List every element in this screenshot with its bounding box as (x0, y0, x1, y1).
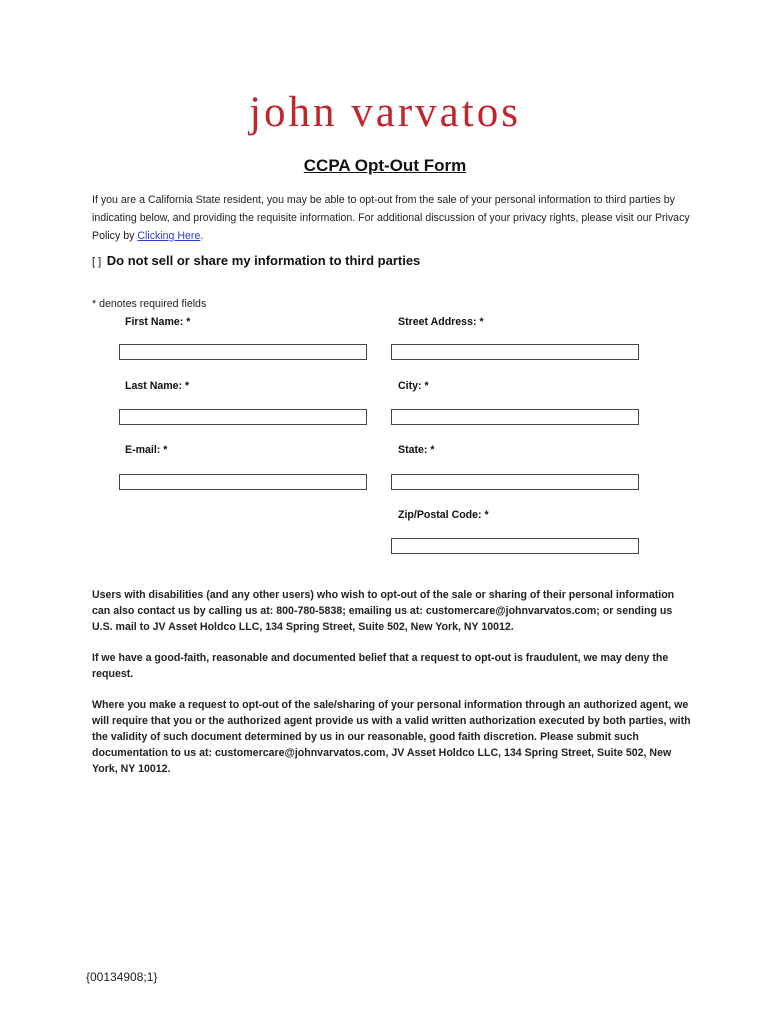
document-id: {00134908;1} (86, 970, 158, 984)
first-name-label: First Name: * (125, 316, 191, 328)
intro-paragraph (92, 191, 692, 245)
intro-text: If you are a California State resident, you may be able to opt-out from the sale of your personal information to third parties by indicating below, and providing the requisite information. For additional discussion of your privacy rights, please visit our Privacy Policy by (92, 194, 690, 242)
email-input[interactable] (119, 474, 367, 490)
zip-code-input[interactable] (391, 538, 639, 554)
optout-label: Do not sell or share my information to third parties (106, 253, 421, 268)
city-label: City: * (398, 380, 429, 392)
accessibility-notice: Users with disabilities (and any other users) who wish to opt-out of the sale or sharing of their personal information can also contact us by calling us at: 800-780-5838; emailing us at: customercare@johnvarvatos.com; or sending us U.S. mail to JV Asset Holdco LLC, 134 Spring Street, Suite 502, New York, NY 10012. (92, 589, 675, 633)
street-address-input[interactable] (391, 344, 639, 360)
optout-option[interactable] (92, 253, 692, 268)
first-name-input[interactable] (119, 344, 367, 360)
fraud-notice: If we have a good-faith, reasonable and documented belief that a request to opt-out is fraudulent, we may deny the request. (92, 652, 669, 680)
email-label: E-mail: * (125, 444, 168, 456)
last-name-label: Last Name: * (125, 380, 190, 392)
brand-logo: john varvatos (249, 89, 521, 136)
required-fields-note: * denotes required fields (92, 298, 207, 310)
last-name-input[interactable] (119, 409, 367, 425)
authorized-agent-notice: Where you make a request to opt-out of the sale/sharing of your personal information through an authorized agent, we will require that you or the authorized agent provide us with a valid written authorization executed by both parties, with the validity of such document determined by us in our reasonable, good faith discretion. Please submit such documentation to us at: customercare@johnvarvatos.com, JV Asset Holdco LLC, 134 Spring Street, Suite 502, New York, NY 10012. (92, 699, 691, 775)
street-address-label: Street Address: * (398, 316, 484, 328)
form-title: CCPA Opt-Out Form (303, 156, 467, 175)
state-input[interactable] (391, 474, 639, 490)
state-label: State: * (398, 444, 435, 456)
privacy-policy-link[interactable]: Clicking Here (137, 230, 201, 242)
intro-end: . (200, 230, 204, 242)
optout-checkbox[interactable]: [ ] (92, 256, 102, 268)
city-input[interactable] (391, 409, 639, 425)
zip-code-label: Zip/Postal Code: * (398, 509, 489, 521)
